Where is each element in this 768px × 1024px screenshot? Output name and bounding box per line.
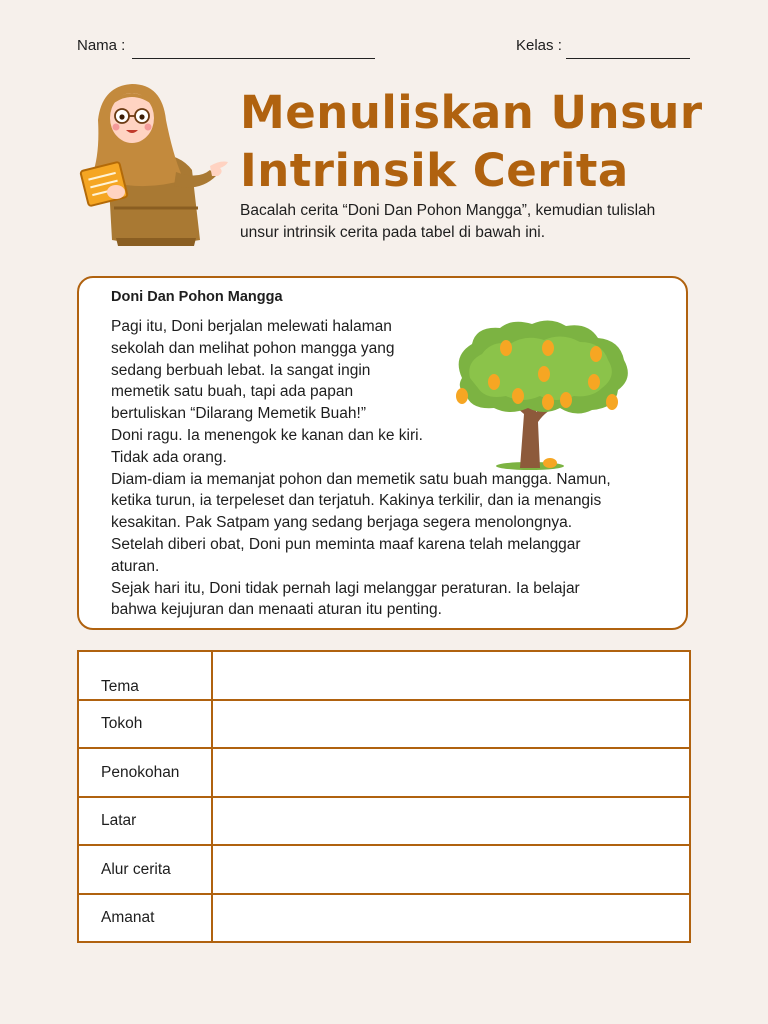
kelas-field[interactable] xyxy=(566,57,690,59)
row-label-penokohan: Penokohan xyxy=(78,748,212,797)
story-line: aturan. xyxy=(111,557,160,575)
teacher-illustration xyxy=(76,80,236,248)
title-line: Intrinsik Cerita xyxy=(240,144,629,197)
story-line: sedang berbuah lebat. Ia sangat ingin xyxy=(111,361,371,379)
story-line: Diam-diam ia memanjat pohon dan memetik satu buah mangga. Namun, xyxy=(111,470,611,488)
story-line: Doni ragu. Ia menengok ke kanan dan ke kiri. xyxy=(111,426,423,444)
row-label-amanat: Amanat xyxy=(78,894,212,942)
answer-cell-tema[interactable] xyxy=(212,651,690,700)
table-row xyxy=(78,797,690,845)
table-row xyxy=(78,651,690,700)
story-line: ketika turun, ia terpeleset dan terjatuh. Kakinya terkilir, dan ia menangis xyxy=(111,492,602,510)
nama-label: Nama : xyxy=(77,37,126,54)
table-row xyxy=(78,894,690,942)
table-row xyxy=(78,845,690,894)
row-label-latar: Latar xyxy=(78,797,212,845)
story-line: sekolah dan melihat pohon mangga yang xyxy=(111,339,395,357)
nama-field[interactable] xyxy=(132,57,375,59)
story-line: Setelah diberi obat, Doni pun meminta maaf karena telah melanggar xyxy=(111,535,581,553)
story-title: Doni Dan Pohon Mangga xyxy=(111,289,283,305)
row-label-tema: Tema xyxy=(78,651,212,700)
answer-cell-amanat[interactable] xyxy=(212,894,690,942)
story-line: Sejak hari itu, Doni tidak pernah lagi melanggar peraturan. Ia belajar xyxy=(111,579,580,597)
table-row xyxy=(78,700,690,748)
story-line: memetik satu buah, tapi ada papan xyxy=(111,383,354,401)
answer-cell-penokohan[interactable] xyxy=(212,748,690,797)
mango-tree-illustration xyxy=(452,318,634,472)
instruction-line: Bacalah cerita “Doni Dan Pohon Mangga”, kemudian tulislah xyxy=(240,202,656,219)
answer-cell-alur-cerita[interactable] xyxy=(212,845,690,894)
answer-cell-tokoh[interactable] xyxy=(212,700,690,748)
story-line: bahwa kejujuran dan menaati aturan itu penting. xyxy=(111,601,442,619)
story-line: Tidak ada orang. xyxy=(111,448,227,466)
answer-cell-latar[interactable] xyxy=(212,797,690,845)
story-line: Pagi itu, Doni berjalan melewati halaman xyxy=(111,318,392,335)
story-line: kesakitan. Pak Satpam yang sedang berjaga segera menolongnya. xyxy=(111,514,572,532)
table-row xyxy=(78,748,690,797)
unsur-intrinsik-table xyxy=(77,650,691,943)
instructions xyxy=(240,200,710,244)
row-label-tokoh: Tokoh xyxy=(78,700,212,748)
story-line: bertuliskan “Dilarang Memetik Buah!” xyxy=(111,405,366,423)
instruction-line: unsur intrinsik cerita pada tabel di bawah ini. xyxy=(240,224,546,241)
title-line: Menuliskan Unsur xyxy=(240,86,703,139)
page-title xyxy=(240,84,703,200)
row-label-alur-cerita: Alur cerita xyxy=(78,845,212,894)
kelas-label: Kelas : xyxy=(516,37,562,54)
